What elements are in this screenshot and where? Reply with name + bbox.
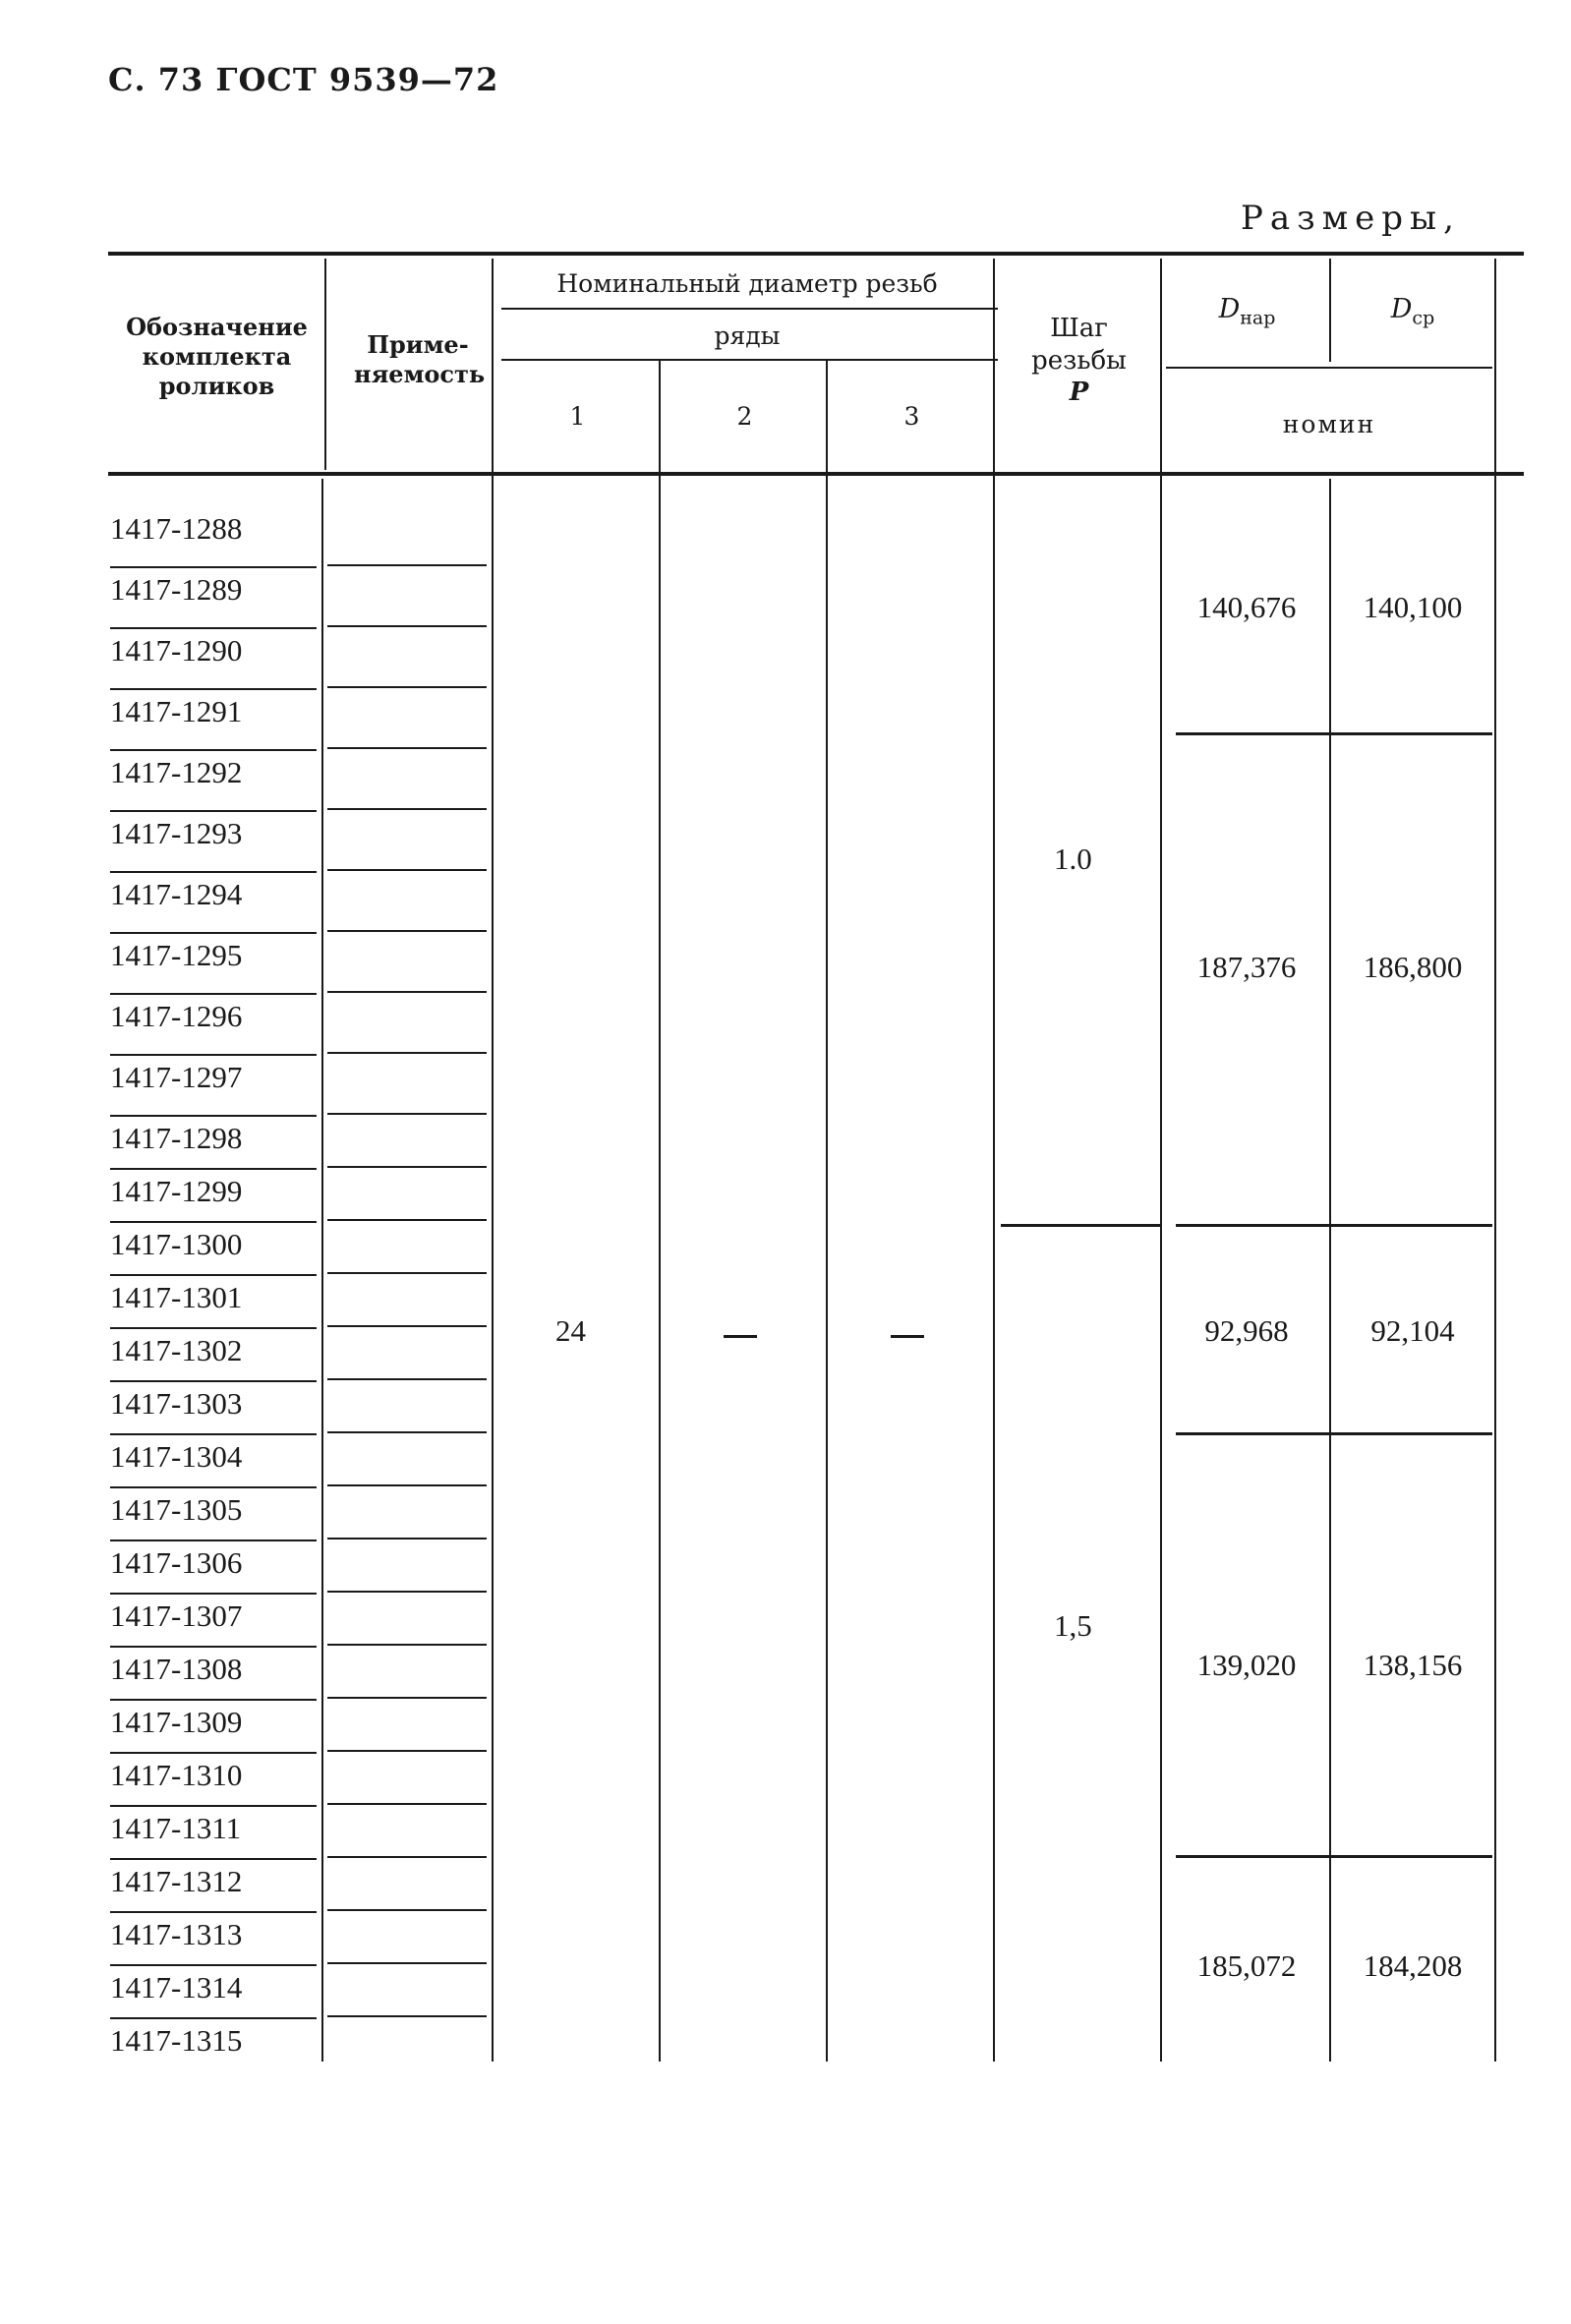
diameter-row1-value: 24	[555, 1313, 586, 1348]
applicability-separator	[327, 1052, 487, 1054]
row-separator	[110, 1380, 317, 1382]
row-separator	[110, 1699, 317, 1701]
dimension-group-separator	[1176, 1855, 1492, 1858]
pitch-group-2: 1,5	[1054, 1608, 1092, 1643]
designation-cell: 1417-1313	[110, 1917, 243, 1951]
applicability-separator	[327, 1166, 487, 1168]
designation-cell: 1417-1312	[110, 1864, 243, 1898]
designation-cell: 1417-1288	[110, 511, 243, 546]
designation-cell: 1417-1310	[110, 1758, 243, 1792]
row-separator	[110, 749, 317, 751]
col-divider-row3	[826, 361, 828, 2062]
applicability-separator	[327, 625, 487, 627]
designation-cell: 1417-1315	[110, 2023, 243, 2058]
designation-cell: 1417-1297	[110, 1060, 243, 1094]
applicability-separator	[327, 564, 487, 566]
designation-cell: 1417-1305	[110, 1492, 243, 1527]
designation-cell: 1417-1311	[110, 1811, 242, 1845]
table-top-border	[108, 252, 1524, 256]
row-separator	[110, 871, 317, 873]
row-separator	[110, 1752, 317, 1754]
designation-cell: 1417-1294	[110, 877, 243, 911]
designation-cell: 1417-1290	[110, 633, 243, 668]
col-divider-row1	[492, 259, 494, 2062]
col-divider-applicability-body	[321, 479, 323, 2062]
header-d-mean	[1333, 293, 1492, 330]
applicability-separator	[327, 747, 487, 749]
row-separator	[110, 1433, 317, 1435]
nominal-diameter-underline	[501, 308, 998, 310]
applicability-separator	[327, 1325, 487, 1327]
designation-cell: 1417-1307	[110, 1598, 243, 1633]
designation-cell: 1417-1291	[110, 694, 243, 728]
row-separator	[110, 1486, 317, 1488]
header-d-mean-subscript: ср	[1412, 307, 1435, 329]
d-outer-value: 187,376	[1196, 950, 1297, 984]
dimension-group-separator	[1176, 732, 1492, 735]
applicability-separator	[327, 930, 487, 932]
applicability-separator	[327, 1484, 487, 1486]
row-separator	[110, 688, 317, 690]
header-applicability: Приме-няемость	[354, 330, 486, 388]
designation-cell: 1417-1293	[110, 816, 243, 850]
designation-cell: 1417-1299	[110, 1174, 243, 1208]
applicability-separator	[327, 1644, 487, 1646]
applicability-separator	[327, 1378, 487, 1380]
row-separator	[110, 1964, 317, 1966]
row-separator	[110, 566, 317, 568]
designation-cell: 1417-1303	[110, 1386, 243, 1421]
applicability-separator	[327, 1591, 487, 1593]
d-outer-value: 185,072	[1196, 1948, 1297, 1983]
row-separator	[110, 1858, 317, 1860]
pitch-group-1: 1.0	[1054, 842, 1092, 876]
header-nominal: номин	[1282, 410, 1376, 438]
d-mean-value: 138,156	[1363, 1648, 1463, 1682]
applicability-separator	[327, 686, 487, 688]
table-right-border	[1494, 259, 1496, 2062]
designation-cell: 1417-1314	[110, 1970, 243, 2004]
d-outer-value: 92,968	[1204, 1313, 1289, 1348]
rows-underline	[501, 359, 998, 361]
pitch-group-separator	[1001, 1224, 1160, 1227]
designation-cell: 1417-1306	[110, 1545, 243, 1580]
d-outer-value: 139,020	[1196, 1648, 1297, 1682]
applicability-separator	[327, 1219, 487, 1221]
header-row-2: 2	[736, 402, 753, 431]
diameter-row2-dash	[724, 1335, 757, 1338]
designation-cell: 1417-1292	[110, 755, 243, 789]
row-separator	[110, 1221, 317, 1223]
d-mean-value: 140,100	[1363, 590, 1463, 624]
header-bottom-border	[108, 472, 1524, 476]
diameter-row3-dash	[891, 1335, 924, 1338]
col-divider-d-mean	[1329, 259, 1331, 362]
applicability-separator	[327, 1113, 487, 1115]
applicability-separator	[327, 1856, 487, 1858]
row-separator	[110, 1274, 317, 1276]
row-separator	[110, 2017, 317, 2019]
header-d-outer-symbol: D	[1218, 294, 1241, 324]
dimension-header-underline	[1166, 367, 1492, 369]
header-pitch-symbol: P	[1069, 378, 1089, 407]
designation-cell: 1417-1304	[110, 1439, 243, 1474]
dimension-group-separator	[1176, 1224, 1492, 1227]
applicability-separator	[327, 1697, 487, 1699]
applicability-separator	[327, 1803, 487, 1805]
header-pitch	[998, 313, 1160, 409]
col-divider-d-outer	[1160, 259, 1162, 2062]
applicability-separator	[327, 869, 487, 871]
applicability-separator	[327, 1538, 487, 1540]
row-separator	[110, 1168, 317, 1170]
row-separator	[110, 1540, 317, 1541]
header-row-3: 3	[903, 402, 920, 431]
dimension-group-separator	[1176, 1432, 1492, 1435]
header-row-1: 1	[569, 402, 586, 431]
designation-cell: 1417-1300	[110, 1227, 243, 1261]
units-label: Размеры,	[1241, 199, 1461, 238]
row-separator	[110, 932, 317, 934]
d-mean-value: 92,104	[1370, 1313, 1455, 1348]
col-divider-row2	[659, 361, 661, 2062]
row-separator	[110, 627, 317, 629]
designation-cell: 1417-1302	[110, 1333, 243, 1367]
applicability-separator	[327, 991, 487, 993]
d-mean-value: 186,800	[1363, 950, 1463, 984]
applicability-separator	[327, 1272, 487, 1274]
designation-cell: 1417-1298	[110, 1121, 243, 1155]
designation-cell: 1417-1301	[110, 1280, 243, 1314]
header-d-outer	[1166, 293, 1328, 330]
header-designation: Обозначение комплекта роликов	[126, 313, 308, 400]
d-mean-value: 184,208	[1363, 1948, 1463, 1983]
col-divider-d-mean-body	[1329, 479, 1331, 2062]
header-nominal-diameter: Номинальный диаметр резьб	[556, 269, 938, 298]
header-d-mean-symbol: D	[1390, 294, 1413, 324]
col-divider-pitch	[993, 259, 995, 2062]
applicability-separator	[327, 1750, 487, 1752]
col-divider-applicability	[324, 259, 326, 470]
header-rows: ряды	[714, 321, 781, 350]
row-separator	[110, 1911, 317, 1913]
applicability-separator	[327, 1962, 487, 1964]
row-separator	[110, 1115, 317, 1117]
header-pitch-line2: резьбы	[1031, 345, 1127, 376]
row-separator	[110, 993, 317, 995]
designation-cell: 1417-1309	[110, 1705, 243, 1739]
designation-cell: 1417-1308	[110, 1652, 243, 1686]
row-separator	[110, 810, 317, 812]
d-outer-value: 140,676	[1196, 590, 1297, 624]
applicability-separator	[327, 1909, 487, 1911]
row-separator	[110, 1805, 317, 1807]
applicability-separator	[327, 1431, 487, 1433]
row-separator	[110, 1646, 317, 1648]
designation-cell: 1417-1295	[110, 938, 243, 972]
designation-cell: 1417-1289	[110, 572, 243, 607]
row-separator	[110, 1054, 317, 1056]
header-d-outer-subscript: нар	[1240, 307, 1276, 329]
row-separator	[110, 1327, 317, 1329]
applicability-separator	[327, 2015, 487, 2017]
header-pitch-line1: Шаг	[1050, 314, 1108, 343]
row-separator	[110, 1593, 317, 1595]
page-header: С. 73 ГОСТ 9539—72	[108, 61, 499, 98]
applicability-separator	[327, 808, 487, 810]
designation-cell: 1417-1296	[110, 999, 243, 1033]
